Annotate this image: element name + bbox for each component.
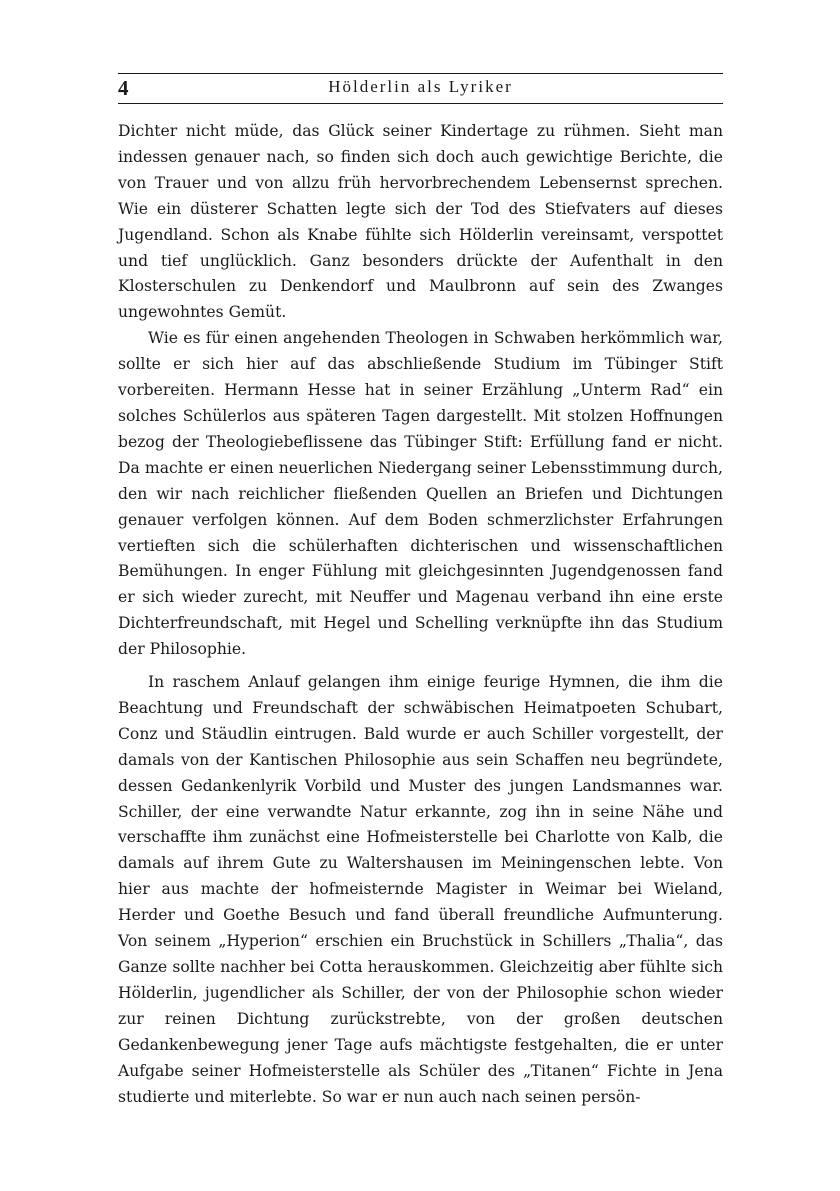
paragraph-continued: Dichter nicht müde, das Glück seiner Kindertage zu rühmen. Sieht man indessen genauer nach, so finden sich doch auch gewichtige Berichte, die von Trauer und von allzu früh hervorbrechendem Lebensernst sprechen. Wie ein düsterer Schatten legte sich der Tod des Stiefvaters auf dieses Jugendland. Schon als Knabe fühlte sich Hölderlin vereinsamt, verspottet und tief unglücklich. Ganz besonders drückte der Aufenthalt in den Klosterschulen zu Denkendorf und Maulbronn auf sein des Zwanges ungewohntes Gemüt. xyxy=(118,122,723,322)
body-text xyxy=(118,119,723,1110)
paragraph-tuebingen: Wie es für einen angehenden Theologen in Schwaben herkömmlich war, sollte er sich hier auf das abschließende Studium im Tübinger Stift vorbereiten. Hermann Hesse hat in seiner Erzählung „Unterm Rad“ ein solches Schülerlos aus späteren Tagen dargestellt. Mit stolzen Hoffnungen bezog der Theologiebeflissene das Tübinger Stift: Erfüllung fand er nicht. Da machte er einen neuerlichen Niedergang seiner Lebensstimmung durch, den wir nach reichlicher fließenden Quellen an Briefen und Dichtungen genauer verfolgen können. Auf dem Boden schmerzlichster Erfahrungen vertieften sich die schülerhaften dichterischen und wissenschaftlichen Bemühungen. In enger Fühlung mit gleichgesinnten Jugendgenossen fand er sich wieder zurecht, mit Neuffer und Magenau verband ihn eine erste Dichterfreundschaft, mit Hegel und Schelling verknüpfte ihn das Studium der Philosophie. xyxy=(118,329,723,659)
page-header xyxy=(118,74,723,104)
header-rule xyxy=(118,103,723,104)
page-number: 4 xyxy=(118,76,129,100)
running-title: Hölderlin als Lyriker xyxy=(328,77,513,96)
paragraph-hymnen: In raschem Anlauf gelangen ihm einige feurige Hymnen, die ihm die Beachtung und Freundschaft der schwäbischen Heimatpoeten Schubart, Conz und Stäudlin eintrugen. Bald wurde er auch Schiller vorgestellt, der damals von der Kantischen Philosophie aus sein Schaffen neu begründete, dessen Gedankenlyrik Vorbild und Muster des jungen Landsmannes war. Schiller, der eine verwandte Natur erkannte, zog ihn in seine Nähe und verschaffte ihm zunächst eine Hofmeisterstelle bei Charlotte von Kalb, die damals auf ihrem Gute zu Waltershausen im Meiningenschen lebte. Von hier aus machte der hofmeisternde Magister in Weimar bei Wieland, Herder und Goethe Besuch und fand überall freundliche Aufmunterung. Von seinem „Hyperion“ erschien ein Bruchstück in Schillers „Thalia“, das Ganze sollte nachher bei Cotta herauskommen. Gleichzeitig aber fühlte sich Hölderlin, jugendlicher als Schiller, der von der Philosophie schon wieder zur reinen Dichtung zurückstrebte, von der großen deutschen Gedankenbewegung jener Tage aufs mächtigste festgehalten, die er unter Aufgabe seiner Hofmeisterstelle als Schüler des „Titanen“ Fichte in Jena studierte und miterlebte. So war er nun auch nach seinen persön- xyxy=(118,673,723,1106)
